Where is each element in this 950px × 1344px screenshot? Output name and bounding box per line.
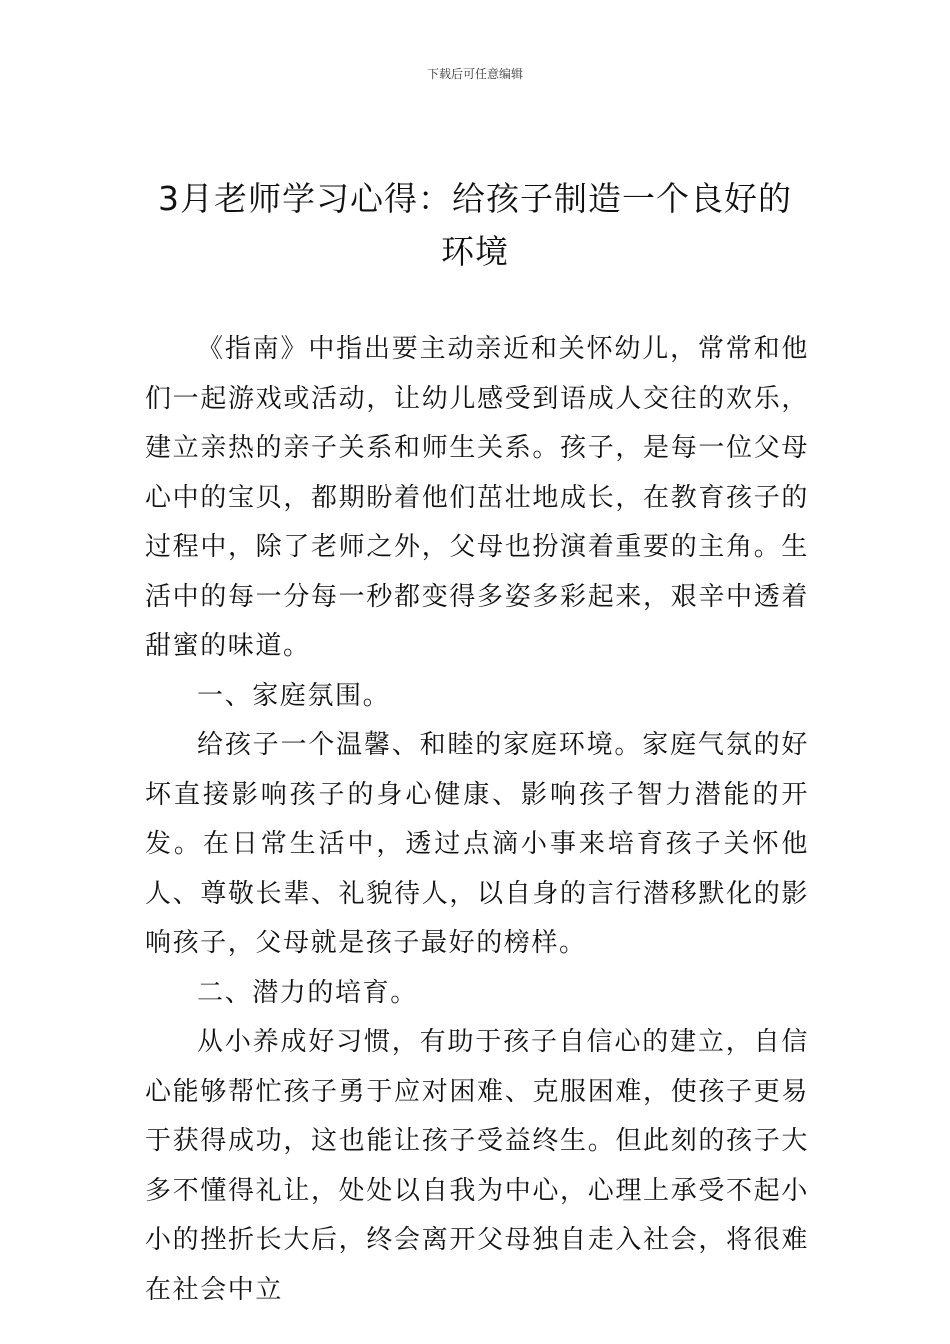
paragraph-intro: 《指南》中指出要主动亲近和关怀幼儿，常常和他们一起游戏或活动，让幼儿感受到语成人交往的欢乐，建立亲热的亲子关系和师生关系。孩子，是每一位父母心中的宝贝，都期盼着他们茁壮地成长，在教育孩子的过程中，除了老师之外，父母也扮演着重要的主角。生活中的每一分每一秒都变得多姿多彩起来，艰辛中透着甜蜜的味道。 bbox=[145, 334, 809, 661]
title-line-1: 3月老师学习心得：给孩子制造一个良好的 bbox=[158, 179, 792, 218]
title-line-2: 环境 bbox=[441, 232, 509, 271]
header-note: 下载后可任意编辑 bbox=[426, 67, 523, 81]
document-body bbox=[145, 325, 809, 1315]
section-heading-potential: 二、潜力的培育。 bbox=[197, 977, 418, 1008]
section-heading-family-atmosphere: 一、家庭氛围。 bbox=[197, 680, 391, 711]
document-title bbox=[140, 172, 810, 278]
paragraph-family-atmosphere: 给孩子一个温馨、和睦的家庭环境。家庭气氛的好坏直接影响孩子的身心健康、影响孩子智力潜能的开发。在日常生活中，透过点滴小事来培育孩子关怀他人、尊敬长辈、礼貌待人，以自身的言行潜移默化的影响孩子，父母就是孩子最好的榜样。 bbox=[145, 730, 809, 958]
paragraph-potential: 从小养成好习惯，有助于孩子自信心的建立，自信心能够帮忙孩子勇于应对困难、克服困难，使孩子更易于获得成功，这也能让孩子受益终生。但此刻的孩子大多不懂得礼让，处处以自我为中心，心理上承受不起小小的挫折长大后，终会离开父母独自走入社会，将很难在社会中立 bbox=[145, 1027, 809, 1305]
